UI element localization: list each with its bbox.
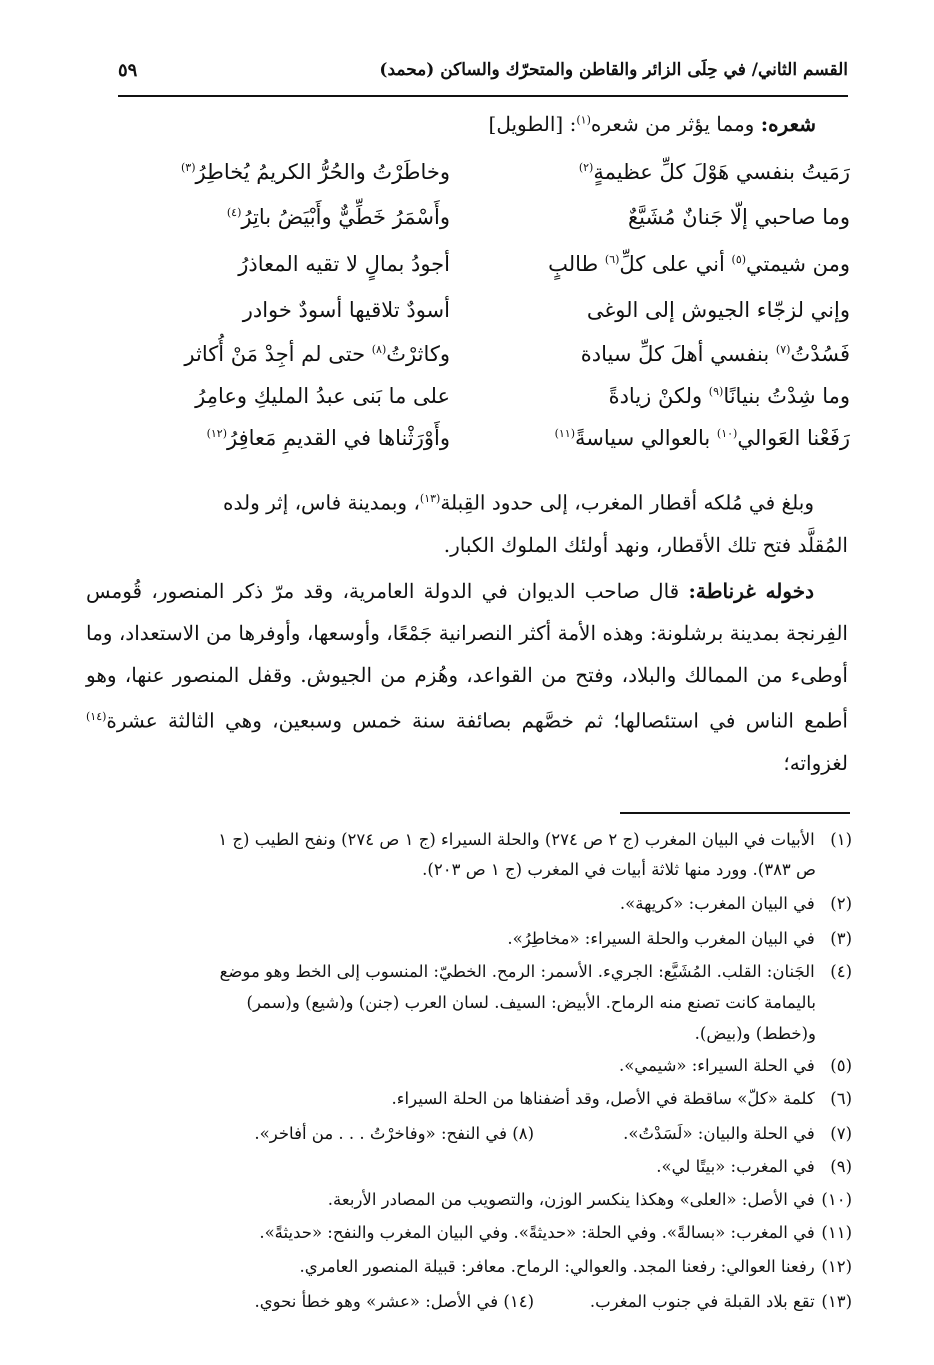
verse-first-hemistich: وما صاحبي إلّا جَنانٌ مُشَيَّعٌ [628,205,850,229]
paragraph: دخوله غرناطة: قال صاحب الديوان في الدولة العامرية، وقد مرّ ذكر المنصور، قُومس الفِرنجة بمدينة برشلونة: وهذه الأمة أكثر النصرانية جَمْعًا، وأوسعها، وأوفرها من الاستعداد، وما أوطىء من الممالك والبلاد، وفتح من القواعد، وهُزم من الجيوش. وقفل المنصور عنها، وهو أطمع الناس في استئصالها؛ ثم خصَّهم بصائفة سنة خمس وسبعين، وهي الثالثة عشرة$^{(١٤)}$ لغزواته؛ [86,579,848,775]
verse-first-hemistich: وما شِدْتُ بنيانًا$^{(٩)}$ ولكنْ زيادةً [608,384,850,408]
verse-second-hemistich: على ما بَنى عبدُ المليكِ وعامِرُ [195,384,450,408]
footnote: (١١) في المغرب: «بسالةً». وفي الحلة: «حديثةً». وفي البيان المغرب والنفح: «حديثةً». [259,1223,852,1242]
paragraph-text: قال صاحب الديوان في الدولة العامرية، وقد مرّ ذكر المنصور، قُومس الفِرنجة بمدينة برشلونة: وهذه الأمة أكثر النصرانية جَمْعًا، وأوسعها، وأوفرها من الاستعداد، وما أوطىء من الممالك والبلاد، وفتح من القواعد، وهُزم من الجيوش. وقفل المنصور عنها، وهو أطمع الناس في استئصالها؛ ثم خصَّهم بصائفة سنة خمس وسبعين، وهي الثالثة عشرة [86,579,848,733]
verse-second-hemistich: أسودٌ تلاقيها أسودٌ خوادر [242,298,450,322]
verse [100,298,850,344]
verse-first-hemistich: رَمَيتُ بنفسي هَوْلَ كلِّ عظيمةٍ$^{(٢)}$ [578,160,850,184]
footnote: (٨) في النفح: «وفاخرْتُ . . . من أفاخر». [254,1124,534,1143]
footnote: (١٠) في الأصل: «العلى» وهكذا ينكسر الوزن، والتصويب من المصادر الأربعة. [327,1190,852,1209]
poem-intro-label: شعره: [760,112,816,136]
footnote-continuation: و(خطط) و(بيض). [694,1024,816,1043]
footnote: (٤) الجَنان: القلب. المُشَيَّع: الجريء. الأسمر: الرمح. الخطيّ: المنسوب إلى الخط وهو موضع [219,962,852,981]
poem-intro-text: ومما يؤثر من شعره [590,112,755,136]
verse [100,252,850,298]
verse-first-hemistich: رَفَعْنا العَوالي$^{(١٠)}$ بالعوالي سياسةً$^{(١١)}$ [554,426,850,450]
paragraph-line: وبلغ في مُلكه أقطار المغرب، إلى حدود القِبلة$^{(١٣)}$، وبمدينة فاس، إثر ولده [223,490,814,515]
footnote: (١) الأبيات في البيان المغرب (ج ٢ ص ٢٧٤) والحلة السيراء (ج ١ ص ٢٧٤) ونفح الطيب (ج ١ [218,830,852,849]
running-header [118,60,848,90]
verse-second-hemistich: وخاطَرْتُ والحُرُّ الكريمُ يُخاطِرُ$^{(٣)}$ [181,160,450,184]
footnote-ref: (١) [576,113,591,127]
footnote: (٣) في البيان المغرب والحلة السيراء: «مخاطِرُ». [507,929,852,948]
verse-first-hemistich: ومن شيمتي$^{(٥)}$ أني على كلِّ$^{(٦)}$ طالبٍ [548,252,850,276]
verse [100,426,850,472]
poem-meter: : [الطويل] [488,112,577,136]
footnote: (١٣) تقع بلاد القبلة في جنوب المغرب. [589,1292,852,1311]
verse-first-hemistich: فَسُدْتُ$^{(٧)}$ بنفسي أهلَ كلِّ سيادة [580,342,850,366]
verse-second-hemistich: وكاثرْتُ$^{(٨)}$ حتى لم أجِدْ مَنْ أُكاثر [184,342,450,366]
verse [100,160,850,206]
verse-second-hemistich: أجودُ بمالٍ لا تقيه المعاذرُ [238,252,450,276]
paragraph [86,478,848,566]
footnote: (٦) كلمة «كلّ» ساقطة في الأصل، وقد أضفناها من الحلة السيراء. [391,1089,852,1108]
header-title: القسم الثاني/ في حِلَى الزائر والقاطن والمتحرّك والساكن (محمد) [379,60,848,80]
verse [100,205,850,251]
footnote: (١٢) رفعنا العوالي: رفعنا المجد. والعوالي: الرماح. معافر: قبيلة المنصور العامري. [299,1257,852,1276]
footnote-continuation: ص ٣٨٣). وورد منها ثلاثة أبيات في المغرب (ج ١ ص ٢٠٣). [422,860,816,879]
poem-intro [489,112,816,136]
footnote: (٧) في الحلة والبيان: «لَسَدْتُ». [623,1124,852,1143]
verse-second-hemistich: وأَسْمَرُ خَطِّيٌّ وأَبْيَضُ باتِرُ$^{(٤)}$ [226,205,450,229]
verse-second-hemistich: وأَوْرَثْناها في القديمِ مَعافِرُ$^{(١٢)}$ [206,426,450,450]
verse [100,342,850,388]
verse [100,384,850,430]
section-heading: دخوله غرناطة: [688,579,815,603]
verse-first-hemistich: وإني لزجّاء الجيوش إلى الوغى [586,298,850,322]
page-number: ٥٩ [118,60,138,81]
footnote: (٥) في الحلة السيراء: «شيمي». [618,1056,852,1075]
footnote-ref: (١٤) [86,710,107,723]
footnote-continuation: باليمامة كانت تصنع منه الرماح. الأبيض: السيف. لسان العرب (جنن) و(شيع) و(سمر) [246,993,816,1012]
footnote: (١٤) في الأصل: «عشر» وهو خطأ نحوي. [254,1292,534,1311]
header-rule [118,95,848,97]
footnote: (٩) في المغرب: «بيتًا لي». [656,1157,852,1176]
footnote-rule [620,812,850,814]
footnote: (٢) في البيان المغرب: «كريهة». [619,894,852,913]
paragraph-line: المُقلَّد فتح تلك الأقطار، ونهد أولئك الملوك الكبار. [443,532,848,557]
